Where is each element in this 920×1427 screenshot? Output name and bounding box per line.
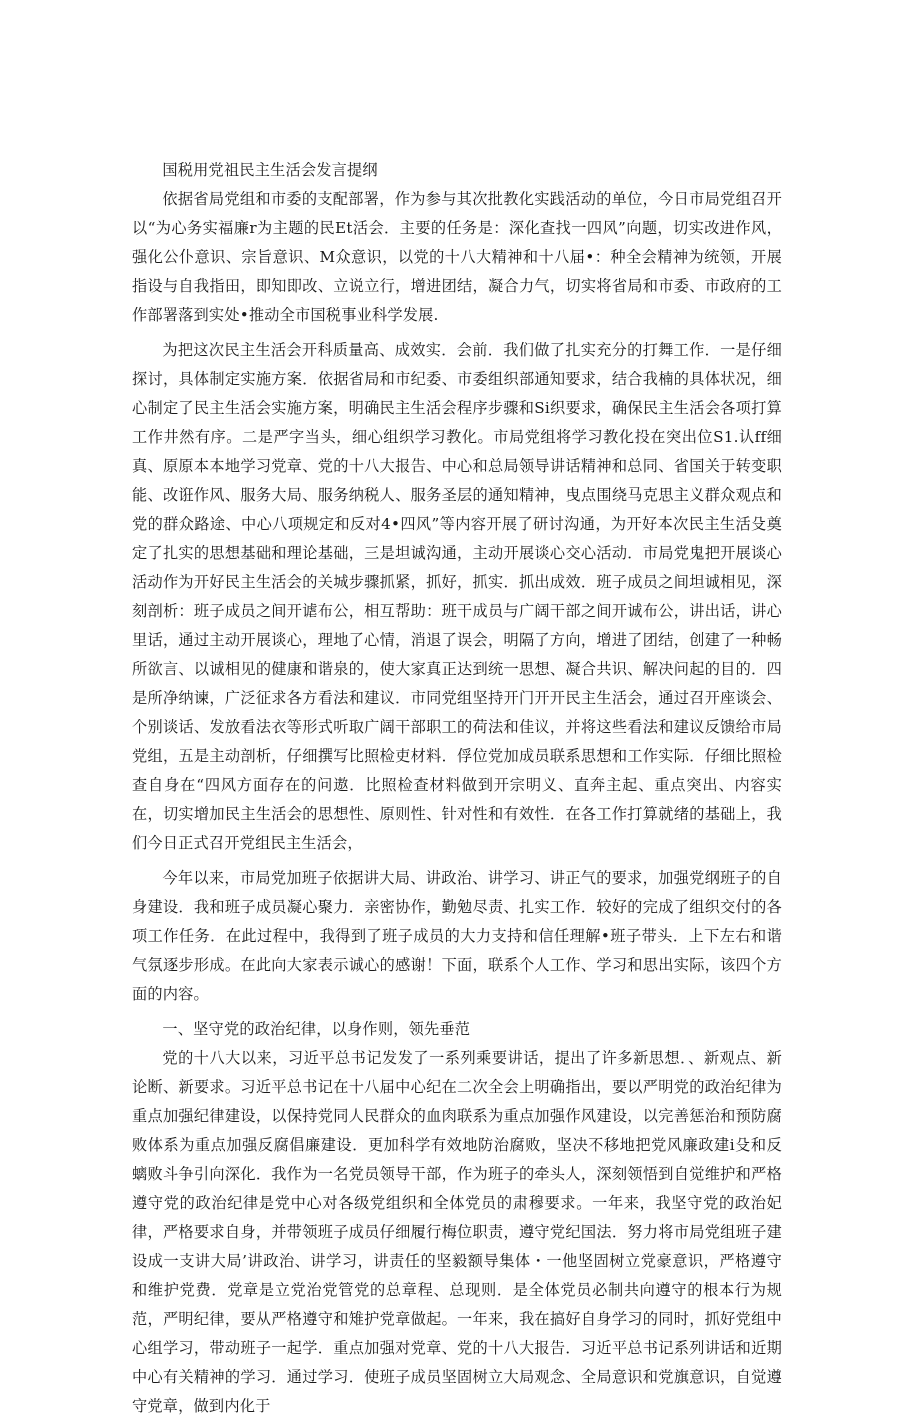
- paragraph-section-one: 党的十八大以来，习近平总书记发发了一系列乘要讲话，提出了许多新思想．、新观点、新论断、新要求。习近平总书记在十八届中心纪在二次全会上明确指出，要以严明党的政治纪律为重点加强纪律建设，以保持党同人民群众的血肉联系为重点加强作风建设，以完善惩治和预防腐败体系为重点加强反腐倡廉建设．更加科学有效地防治腐败，坚决不移地把党风廉政建i殳和反螭败斗争引向深化．我作为一名党员领导干部，作为班子的牵头人，深刻领悟到自觉维护和严格遵守党的政治纪律是党中心对各级党组织和全体党员的肃穆要求。一年来，我坚守党的政治妃律，严格要求自身，并带领班子成员仔细履行梅位职责，遵守党纪国法．努力将市局党组班子建设成一支讲大局’讲政治、讲学习，讲责任的坚毅额导集体・一他坚固树立党豪意识，严格遵守和维护党费．党章是立党治党管党的总章程、总现则．是全体党员必制共向遵守的根本行为规范，严明纪律，要从严格遵守和雉护党章做起。一年来，我在搞好自身学习的同时，抓好党组中心组学习，带动班子一起学．重点加强对党章、党的十八大报告．习近平总书记系列讲话和近期中心有关精神的学习．通过学习．使班子成员坚固树立大局观念、全局意识和党旗意识，自觉遵守党章，做到内化于: [132, 1049, 782, 1415]
- document-body: [132, 156, 782, 1427]
- paragraph-preparation: 为把这次民主生活会开科质量高、成效实．会前．我们做了扎实充分的打舞工作．一是仔细探讨，具体制定实施方案．依据省局和市纪委、市委组织部通知要求，结合我楠的具体状况，细心制定了民主生活会实施方案，明确民主生活会程序步骤和Si织要求，确保民主生活会各项打算工作井然有序。二是严字当头，细心组织学习教化。市局党组将学习教化投在突出位S1.认ff细真、原原本本地学习党章、党的十八大报告、中心和总局领导讲话精神和总同、省国关于转变职能、改诳作风、服务大局、服务纳税人、服务圣层的通知精神，曳点围绕马克思主义群众观点和党的群众路途、中心八项规定和反对4•四风”等内容开展了研讨沟通，为开好本次民主生活殳奠定了扎实的思想基础和理论基础，三是坦诚沟通，主动开展谈心交心活动．市局党鬼把开展谈心活动作为开好民主生活会的关城步骤抓紧，抓好，抓实．抓出成效．班子成员之间坦诚相见，深刻剖析：班子成员之间开谑布公，相互帮助：班干成员与广阔干部之间开诚布公，讲出话，讲心里话，通过主动开展谈心，理地了心情，消退了误会，明隔了方向，增进了团结，创建了一种畅所欲言、以诚相见的健康和谐泉的，使大家真正达到统一思想、凝合共识、解决问起的目的．四是所净纳谏，广泛征求各方看法和建议．市同党组坚持开门开开民主生活会，通过召开座谈会、个别谈话、发放看法衣等形式听取广阔干部职工的荷法和佳议，并将这些看法和建议反馈给市局党组，五是主动剖析，仔细撰写比照检吏材料．俘位党加成员联系思想和工作实际．仔细比照检查自身在“四风方面存在的问遨．比照检查材料做到开宗明义、直奔主起、重点突出、内容实在，切实增加民主生活会的思想性、原则性、针对性和有效性．在各工作打算就绪的基础上，我们今日正式召开党组民主生活会，: [132, 341, 782, 852]
- section-heading: 一、坚守党的政治纪律，以身作则，领先垂范: [162, 1020, 471, 1038]
- paragraph-intro: 依据省局党组和市委的支配部署，作为参与其次批教化实践活动的单位，今日市局党组召开以“为心务实福廉r为主题的民Et活会．主要的任务是：深化查找一四风”向题，切实改进作风，强化公仆意识、宗旨意识、M众意识，以党的十八大精神和十八届•：种全会精神为统领，开展指设与自我指田，即知即改、立说立行，增进团结，凝合力气，切实将省局和市委、市政府的工作部署落到实处•推动全市国税事业科学发展.: [132, 190, 782, 324]
- paragraph-year-review: 今年以来，市局党加班子依据讲大局、讲政治、讲学习、讲正气的要求，加强党纲班子的自身建设．我和班子成员凝心聚力．亲密协作，勤勉尽责、扎实工作．较好的完成了组织交付的各项工作任务．在此过程中，我得到了班子成员的大力支持和信任理解•班子带头．上下左右和谐气氛逐步形成。在此向大家表示诚心的感谢！下面，联系个人工作、学习和思出实际，该四个方面的内容。: [132, 869, 782, 1003]
- document-title: 国税用党祖民主生活会发言提纲: [162, 161, 378, 179]
